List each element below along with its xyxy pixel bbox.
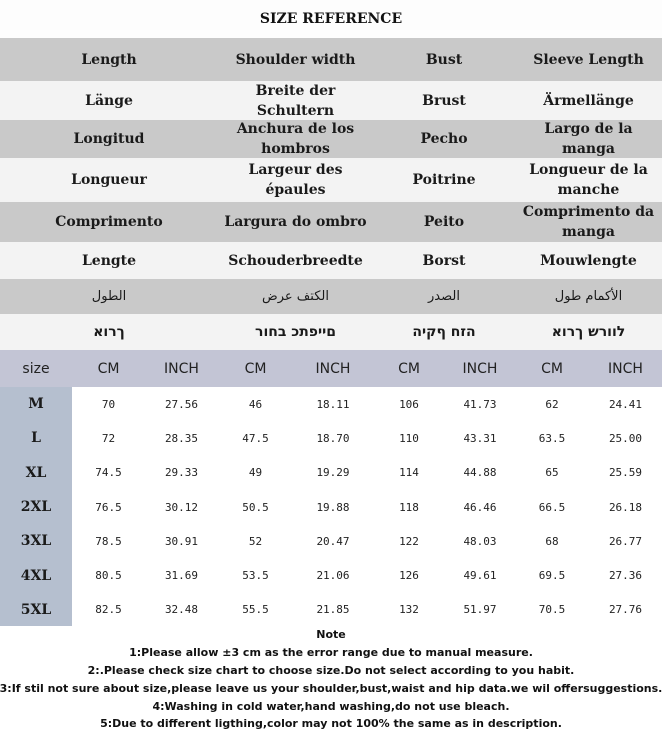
label-sleeve: الأكمام طول xyxy=(554,288,623,304)
table-cell: 25.59 xyxy=(608,466,643,480)
note-item: 2:.Please check size chart to choose size.Do not select according to you habit. xyxy=(87,663,575,677)
label-sleeve: Mouwlengte xyxy=(540,252,637,269)
chart-title: SIZE REFERENCE xyxy=(0,0,662,38)
label-shoulder: Breite der Schultern xyxy=(255,82,336,119)
table-cell: 122 xyxy=(399,534,419,548)
table-cell: 106 xyxy=(399,397,419,411)
label-length: Comprimento xyxy=(55,214,163,230)
table-cell: 18.11 xyxy=(316,397,350,411)
table-cell: 30.91 xyxy=(164,534,199,548)
table-cell: 28.35 xyxy=(164,431,199,445)
note-item: 4:Washing in cold water,hand washing,do not use bleach. xyxy=(152,699,510,713)
label-shoulder: الكتف عرض xyxy=(262,288,329,304)
unit-header-row xyxy=(0,350,662,387)
table-cell: 49 xyxy=(248,466,263,480)
notes-heading: Note xyxy=(316,628,346,642)
table-cell: 82.5 xyxy=(95,603,122,617)
unit-label: CM xyxy=(97,360,120,377)
table-cell: 69.5 xyxy=(538,569,566,583)
note-item: 3:If stil not sure about size,please leave us your shoulder,bust,waist and hip data.we wil offersuggestions. xyxy=(0,681,662,695)
translation-row-french xyxy=(0,158,662,202)
table-cell: 49.61 xyxy=(463,569,497,583)
table-cell: 78.5 xyxy=(95,534,122,548)
size-label: XL xyxy=(25,464,47,481)
table-row xyxy=(0,387,662,421)
unit-label: INCH xyxy=(462,360,498,377)
unit-label: CM xyxy=(541,360,563,377)
note-item: 1:Please allow ±3 cm as the error range due to manual measure. xyxy=(129,646,533,660)
table-cell: 110 xyxy=(399,431,419,445)
table-cell: 74.5 xyxy=(95,466,122,480)
table-cell: 21.85 xyxy=(316,603,350,617)
table-cell: 26.18 xyxy=(608,500,643,514)
translation-row-hebrew xyxy=(0,314,662,350)
table-cell: 55.5 xyxy=(242,603,269,617)
label-bust: الصدر xyxy=(428,288,460,304)
size-label: 3XL xyxy=(20,533,52,550)
unit-label: INCH xyxy=(164,360,199,377)
label-sleeve: Longueur de la manche xyxy=(529,162,648,198)
unit-label: INCH xyxy=(315,360,351,377)
table-cell: 46.46 xyxy=(463,500,497,514)
table-cell: 19.88 xyxy=(316,500,350,514)
table-cell: 53.5 xyxy=(242,569,269,583)
translation-row-arabic xyxy=(0,279,662,314)
size-label: 5XL xyxy=(20,601,52,618)
table-row xyxy=(0,421,662,455)
size-label: 4XL xyxy=(20,567,52,584)
label-length: الطول xyxy=(91,288,127,304)
label-sleeve: Sleeve Length xyxy=(533,51,644,68)
label-length: Lengte xyxy=(81,252,137,269)
unit-label: CM xyxy=(244,360,267,377)
table-cell: 21.06 xyxy=(316,569,350,583)
table-row xyxy=(0,524,662,558)
table-cell: 52 xyxy=(248,534,263,548)
table-cell: 27.56 xyxy=(164,397,199,411)
label-bust: Peito xyxy=(423,214,465,230)
table-cell: 63.5 xyxy=(538,431,566,445)
unit-label: INCH xyxy=(608,360,643,377)
translation-row-spanish xyxy=(0,120,662,158)
table-cell: 76.5 xyxy=(95,500,122,514)
table-cell: 118 xyxy=(399,500,419,514)
label-length: Length xyxy=(81,51,137,68)
table-cell: 65 xyxy=(545,466,559,480)
note-item: 5:Due to different ligthing,color may not 100% the same as in description. xyxy=(100,717,562,731)
size-table-body xyxy=(0,387,662,627)
table-row xyxy=(0,456,662,490)
table-cell: 70 xyxy=(101,397,116,411)
table-cell: 46 xyxy=(248,397,263,411)
label-sleeve: Comprimento da manga xyxy=(522,204,655,240)
table-cell: 41.73 xyxy=(463,397,497,411)
size-label: 2XL xyxy=(20,499,52,516)
table-cell: 19.29 xyxy=(316,466,350,480)
label-length: ךרוא xyxy=(93,324,125,340)
label-sleeve: Ärmellänge xyxy=(543,92,634,109)
label-bust: Brust xyxy=(422,92,466,109)
label-shoulder: Schouderbreedte xyxy=(228,252,363,269)
table-cell: 43.31 xyxy=(463,431,497,445)
table-cell: 80.5 xyxy=(95,569,122,583)
table-cell: 51.97 xyxy=(463,603,497,617)
unit-label: CM xyxy=(398,360,420,377)
label-bust: Poitrine xyxy=(412,172,476,188)
table-cell: 72 xyxy=(101,431,116,445)
table-row xyxy=(0,490,662,524)
table-cell: 26.77 xyxy=(608,534,643,548)
label-length: Länge xyxy=(85,92,133,109)
table-cell: 50.5 xyxy=(242,500,269,514)
label-shoulder: Anchura de los hombros xyxy=(236,121,355,157)
label-shoulder: Largura do ombro xyxy=(224,214,367,230)
label-length: Longueur xyxy=(71,172,147,188)
table-cell: 132 xyxy=(399,603,419,617)
size-column-header: size xyxy=(22,360,50,377)
translation-row-german xyxy=(0,81,662,120)
label-shoulder: Shoulder width xyxy=(235,51,356,68)
label-bust: Pecho xyxy=(420,131,468,147)
table-cell: 114 xyxy=(399,466,419,480)
table-cell: 20.47 xyxy=(316,534,350,548)
table-cell: 62 xyxy=(545,397,559,411)
table-cell: 31.69 xyxy=(164,569,199,583)
label-sleeve: לוורש ךרוא xyxy=(551,324,626,340)
label-bust: הזח ףקיה xyxy=(412,324,476,340)
table-cell: 126 xyxy=(399,569,419,583)
table-cell: 27.36 xyxy=(608,569,643,583)
table-row xyxy=(0,593,662,627)
translation-row-english xyxy=(0,38,662,81)
notes-section xyxy=(0,626,662,733)
translation-row-dutch xyxy=(0,242,662,279)
size-label: M xyxy=(28,396,44,413)
table-cell: 32.48 xyxy=(164,603,199,617)
table-cell: 70.5 xyxy=(538,603,566,617)
table-cell: 24.41 xyxy=(608,397,643,411)
table-cell: 30.12 xyxy=(164,500,199,514)
label-shoulder: Largeur des épaules xyxy=(248,162,343,198)
label-sleeve: Largo de la manga xyxy=(544,121,633,157)
table-cell: 48.03 xyxy=(463,534,497,548)
table-cell: 44.88 xyxy=(463,466,497,480)
table-cell: 68 xyxy=(545,534,559,548)
table-cell: 18.70 xyxy=(316,431,350,445)
label-length: Longitud xyxy=(73,131,145,147)
table-cell: 25.00 xyxy=(608,431,643,445)
table-row xyxy=(0,558,662,592)
label-bust: Bust xyxy=(425,51,463,68)
size-label: L xyxy=(31,430,41,447)
table-cell: 47.5 xyxy=(242,431,269,445)
translation-row-portuguese xyxy=(0,202,662,242)
label-bust: Borst xyxy=(422,252,466,269)
table-cell: 66.5 xyxy=(538,500,566,514)
table-cell: 29.33 xyxy=(164,466,199,480)
label-shoulder: םייפתכ בחור xyxy=(255,324,336,340)
table-cell: 27.76 xyxy=(608,603,643,617)
